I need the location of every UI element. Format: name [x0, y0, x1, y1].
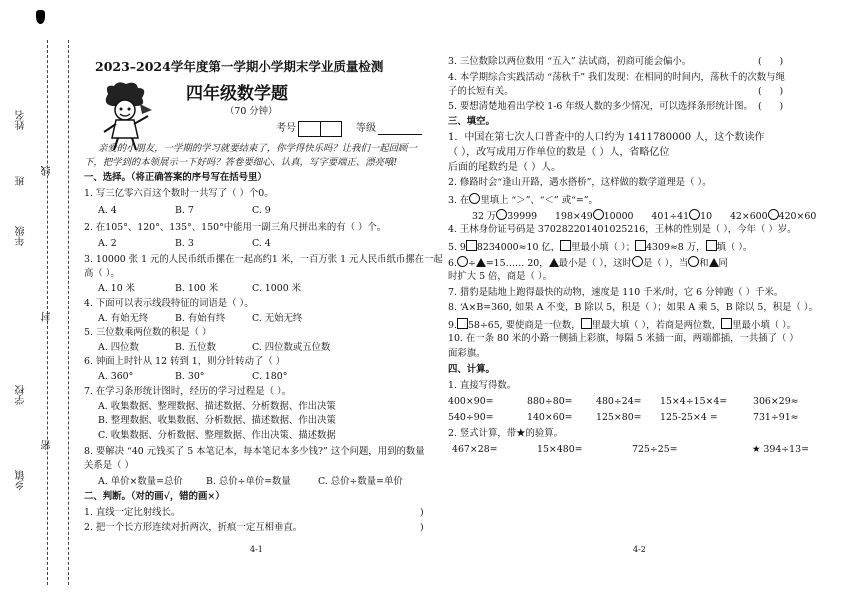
fill-q7: 7. 猎豹是陆地上跑得最快的动物，速度是 110 千米/时，它 6 分钟跑（ ）千米。: [448, 287, 784, 298]
section-choice-heading: 一、选择。（将正确答案的序号写在括号里）: [84, 172, 267, 183]
choice-q1-option-b: B. 7: [175, 205, 194, 216]
calc-r2-c2: 140×60=: [527, 412, 573, 423]
judge-q1-paren: ): [420, 507, 424, 518]
choice-q8-option-c: C. 总价÷数量=单价: [318, 476, 403, 487]
choice-q6-option-b: B. 30°: [175, 371, 205, 382]
judge-q4-line1: 4. 本学期综合实践活动 “荡秋千” 我们发现：在相同的时间内，荡秋千的次数与绳: [448, 72, 785, 83]
fill-q9-a: 9.: [448, 320, 457, 331]
circle-icon: [688, 256, 699, 267]
choice-q5: 5. 三位数乘两位数的积是（ ）: [84, 327, 212, 338]
calc-r1-c1: 400×90=: [448, 396, 494, 407]
fill-q3-suffix: 里填上 “＞”、“＜” 或“=”。: [480, 195, 598, 206]
calc-r1-c5: 306×29≈: [753, 396, 799, 407]
compare-4-left: 42×600: [729, 211, 768, 222]
calc-r2-c5: 731÷91≈: [753, 412, 799, 423]
calc-r2-c1: 540÷90=: [448, 412, 494, 423]
choice-q2-option-c: C. 4: [252, 238, 271, 249]
calc-vertical-4: ★ 394÷13=: [752, 444, 809, 455]
triangle-icon: [476, 258, 486, 267]
margin-seal-2: 封: [42, 312, 53, 322]
fill-q6-e: 是（ ），当: [642, 258, 689, 269]
judge-q2-paren: ): [420, 522, 424, 533]
choice-q5-option-c: C. 四位数或五位数: [252, 342, 331, 353]
compare-1-left: 32 万: [472, 211, 497, 222]
fill-q1-line3: 后面的尾数约是（ ）人。: [448, 162, 562, 173]
margin-class: 年级: [16, 226, 27, 246]
fill-q8: 8. ‘A×B=360, 如果 A 不变，B 除以 5，积是（ ）；如果 A 乘 5，B 除以 5，积是（ ）。: [448, 302, 818, 313]
compare-2-right: 10000: [603, 211, 634, 222]
fill-q5-e: 填（ ）。: [716, 242, 753, 253]
square-blank-icon[interactable]: [457, 318, 468, 329]
square-blank-icon: [560, 240, 571, 251]
fill-q6-f: 和: [699, 258, 709, 269]
compare-3-circle[interactable]: [689, 209, 700, 220]
compare-1-circle[interactable]: [496, 209, 507, 220]
intro-line-2: 下，把学到的本领展示一下好吗？答卷要细心、认真，写字要端正、漂亮哦!: [84, 157, 398, 168]
fill-q3: [448, 193, 598, 207]
calc-vertical-1: 467×28=: [452, 444, 498, 455]
compare-3-right: 10: [700, 211, 713, 222]
fill-q4: 4. 王林身份证号码是 370282201401025216，王林的性别是（ ），今年（ ）岁。: [448, 224, 797, 235]
exam-duration: （70 分钟）: [225, 106, 278, 117]
choice-q4-option-a: A. 有始无终: [98, 313, 149, 324]
choice-q4: 4. 下面可以表示线段特征的词语是（ ）。: [84, 298, 254, 309]
choice-q8-line2: 关系是（ ）: [84, 460, 134, 471]
fill-q10-line2: 面彩旗。: [448, 348, 486, 359]
calc-r1-c3: 480÷24=: [596, 396, 642, 407]
margin-name: 姓名: [16, 110, 27, 130]
choice-q3-option-b: B. 100 米: [175, 283, 219, 294]
exam-subtitle: 四年级数学题: [186, 84, 288, 104]
compare-4-right: 420×60: [778, 211, 817, 222]
choice-q2: 2. 在105°、120°、135°、150°中能用一副三角尺拼出来的有（ ）个。: [84, 222, 387, 233]
fill-q6-line1: [448, 256, 728, 270]
fill-q9-c: 里最大填（ ），若商是两位数，: [591, 320, 722, 331]
grade-field[interactable]: [378, 134, 422, 135]
fill-q5-a: 5. 9: [448, 242, 466, 253]
cartoon-student-illustration: [96, 80, 154, 152]
choice-q7: 7. 在学习条形统计图时，经历的学习过程是（ ）。: [84, 386, 292, 397]
fill-q6-b: ÷: [467, 258, 476, 269]
fill-q3-row: [472, 209, 816, 223]
choice-q7-option-a: A. 收集数据、整理数据、描述数据、分析数据、作出决策: [98, 401, 336, 412]
square-blank-icon: [721, 318, 732, 329]
choice-q7-option-b: B. 整理数据、收集数据、分析数据、描述数据、作出决策: [98, 415, 336, 426]
compare-4-circle[interactable]: [768, 209, 779, 220]
fill-q6-line2: 时扩大 5 倍，商是（ ）。: [448, 271, 552, 282]
fill-q9-d: 里最小填（ ）。: [732, 320, 797, 331]
choice-q1-option-c: C. 9: [252, 205, 271, 216]
circle-blank-icon: [469, 193, 480, 204]
choice-q6: 6. 钟面上时针从 12 转到 1，则分针转动了（ ）: [84, 356, 286, 367]
compare-1-right: 39999: [507, 211, 538, 222]
fill-q9: [448, 318, 796, 332]
circle-icon: [457, 256, 468, 267]
fill-q6-c: =15…… 20，: [485, 258, 549, 269]
choice-q8-line1: 8. 要解决 “40 元钱买了 5 本笔记本，每本笔记本多少钱?” 这个问题，用到的数量: [84, 446, 425, 457]
choice-q2-option-b: B. 3: [175, 238, 194, 249]
fill-q10-line1: 10. 在一条 80 米的小路一侧插上彩旗，每隔 5 米插一面，两端都插，一共插了（ ）: [448, 333, 799, 344]
page-number-left: 4-1: [250, 545, 263, 554]
section-fill-heading: 三、填空。: [448, 116, 495, 127]
choice-q4-option-b: B. 有始有终: [175, 313, 226, 324]
fill-q2: 2. 修路时会“逢山开路，遇水搭桥”，这样做的数学道理是（ ）。: [448, 177, 712, 188]
calc-vertical-3: 725÷25=: [632, 444, 678, 455]
calc-r2-c3: 125×80=: [596, 412, 642, 423]
section-judge-heading: 二、判断。（对的画√，错的画×）: [84, 491, 225, 502]
square-blank-icon: [706, 240, 717, 251]
compare-2-left: 198×49: [555, 211, 593, 222]
choice-q8-option-b: B. 总价÷单价=数量: [206, 476, 291, 487]
compare-3-left: 401÷41: [651, 211, 690, 222]
square-blank-icon: [581, 318, 592, 329]
calc-r1-c2: 880÷80=: [527, 396, 573, 407]
section-calc-heading: 四、计算。: [448, 364, 495, 375]
compare-2-circle[interactable]: [593, 209, 604, 220]
square-blank-icon[interactable]: [635, 240, 646, 251]
square-blank-icon[interactable]: [466, 240, 477, 251]
choice-q2-option-a: A. 2: [98, 238, 117, 249]
choice-q1: 1. 写三亿零六百这个数时一共写了（ ）个0。: [84, 188, 274, 199]
triangle-icon: [709, 258, 719, 267]
fill-q6-d: 最小是（ ），这时: [558, 258, 632, 269]
judge-q3-paren: ( ): [758, 56, 784, 67]
fill-q5: [448, 240, 752, 254]
margin-seal-3: 线: [42, 166, 53, 176]
choice-q6-option-a: A. 360°: [98, 371, 134, 382]
exam-number-label: 考号: [276, 123, 296, 134]
binding-line-inner: [68, 40, 69, 585]
fill-q5-c: 里最小填（ ）；: [571, 242, 636, 253]
fill-q6-a: 6.: [448, 258, 457, 269]
choice-q4-option-c: C. 无始无终: [252, 313, 303, 324]
choice-q6-option-c: C. 180°: [252, 371, 288, 382]
exam-title: 2023–2024学年度第一学期小学期末学业质量检测: [95, 59, 384, 74]
judge-q5-paren: ( ): [758, 101, 784, 112]
choice-q5-option-a: A. 四位数: [98, 342, 139, 353]
choice-q3-line2: 高（ ）。: [84, 268, 120, 279]
judge-q2: 2. 把一个长方形连续对折两次，折痕一定互相垂直。: [84, 522, 303, 533]
calc-vertical-heading: 2. 竖式计算，带★的验算。: [448, 428, 564, 439]
choice-q5-option-b: B. 五位数: [175, 342, 216, 353]
fill-q3-prefix: 3. 在: [448, 195, 470, 206]
judge-q4-paren: ( ): [758, 86, 784, 97]
fill-q5-d: 4309≈8 万，: [646, 242, 706, 253]
fill-q1-line2: （ ），改写成用万作单位的数是（ ）人，省略亿位: [448, 147, 670, 158]
exam-number-box[interactable]: [298, 121, 342, 137]
fill-q1-line1: 1．中国在第七次人口普查中的人口约为 1411780000 人，这个数读作: [448, 132, 765, 143]
margin-class-suffix: 班: [16, 176, 27, 186]
triangle-icon: [549, 258, 559, 267]
intro-line-1: 亲爱的小朋友，一学期的学习就要结束了，你学得快乐吗？让我们一起回顾一: [98, 143, 417, 154]
judge-q1: 1. 直线一定比射线长。: [84, 507, 181, 518]
calc-r2-c4: 125-25×4 =: [660, 412, 718, 423]
choice-q3-option-a: A. 10 米: [98, 283, 136, 294]
fill-q5-b: 8234000≈10 亿，: [476, 242, 561, 253]
margin-town: 乡镇: [16, 470, 27, 490]
calc-r1-c4: 15×4÷15×4=: [660, 396, 728, 407]
judge-q4-line2: 子的长短有关。: [448, 86, 514, 97]
choice-q3-line1: 3. 10000 张 1 元的人民币纸币摞在一起高约1 米，一百万张 1 元人民币纸币摞在一起: [84, 254, 443, 265]
calc-vertical-2: 15×480=: [537, 444, 583, 455]
circle-icon: [632, 256, 643, 267]
judge-q3: 3. 三位数除以两位数用 “五入” 法试商，初商可能会偏小。: [448, 56, 692, 67]
grade-label: 等级: [356, 123, 376, 134]
judge-q5: 5. 要想清楚地看出学校 1-6 年级人数的多少情况，可以选择条形统计图。: [448, 101, 753, 112]
choice-q8-option-a: A. 单价×数量=总价: [98, 476, 183, 487]
choice-q1-option-a: A. 4: [98, 205, 117, 216]
calc-direct-heading: 1. 直接写得数。: [448, 380, 517, 391]
corner-marker: [36, 10, 45, 24]
margin-seal: 密: [42, 440, 53, 450]
choice-q3-option-c: C. 1000 米: [252, 283, 302, 294]
page-number-right: 4-2: [633, 545, 646, 554]
choice-q7-option-c: C. 收集数据、分析数据、整理数据、作出决策、描述数据: [98, 430, 336, 441]
fill-q9-b: 58÷65, 要使商是一位数，: [467, 320, 581, 331]
margin-school: 学校: [16, 385, 27, 405]
fill-q6-g: 同: [718, 258, 728, 269]
